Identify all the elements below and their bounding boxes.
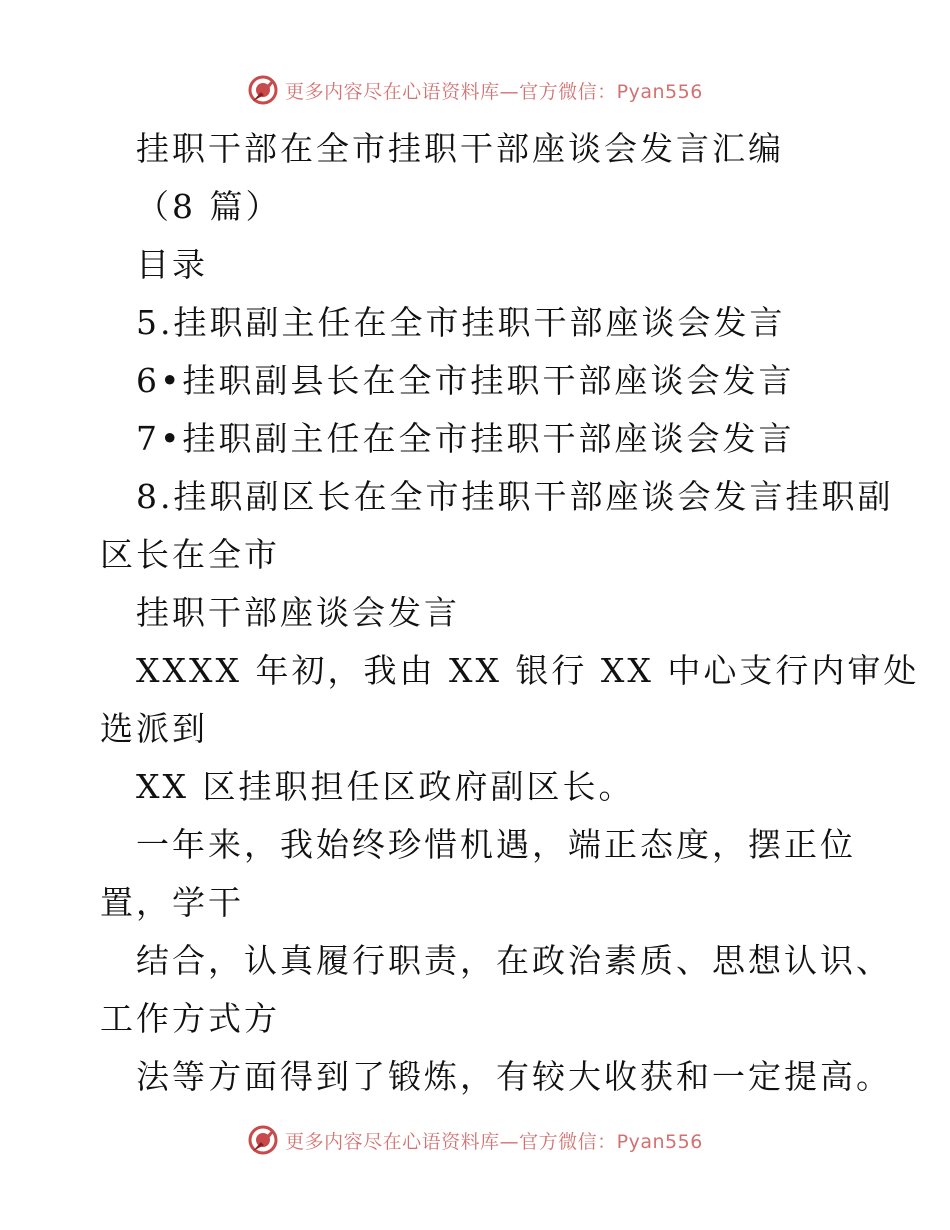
toc-item-continued: 区长在全市 [100, 535, 280, 574]
header-watermark-text: 更多内容尽在心语资料库—官方微信：Pyan556 [285, 80, 703, 103]
toc-item: 6•挂职副县长在全市挂职干部座谈会发言 [136, 361, 795, 400]
footer-watermark [0, 1120, 950, 1160]
toc-heading: 目录 [136, 245, 208, 284]
paragraph-line: 一年来，我始终珍惜机遇，端正态度，摆正位 [136, 825, 856, 864]
paragraph-line: 结合，认真履行职责，在政治素质、思想认识、 [136, 941, 892, 980]
toc-item: 8.挂职副区长在全市挂职干部座谈会发言挂职副 [136, 477, 894, 516]
paragraph-line: XX 区挂职担任区政府副区长。 [136, 767, 635, 806]
header-watermark [0, 70, 950, 110]
section-heading: 挂职干部座谈会发言 [136, 593, 460, 632]
paragraph-line: 选派到 [100, 709, 208, 748]
pen-circle-logo-icon [247, 1124, 279, 1156]
pen-circle-logo-icon [247, 74, 279, 106]
footer-watermark-text: 更多内容尽在心语资料库—官方微信：Pyan556 [285, 1130, 703, 1153]
paragraph-line: 工作方式方 [100, 999, 280, 1038]
document-subtitle: （8 篇） [136, 187, 282, 226]
toc-item: 5.挂职副主任在全市挂职干部座谈会发言 [136, 303, 786, 342]
document-title: 挂职干部在全市挂职干部座谈会发言汇编 [136, 129, 784, 168]
paragraph-line: XXXX 年初，我由 XX 银行 XX 中心支行内审处 [136, 651, 920, 690]
paragraph-line: 法等方面得到了锻炼，有较大收获和一定提高。 [136, 1057, 892, 1096]
toc-item: 7•挂职副主任在全市挂职干部座谈会发言 [136, 419, 795, 458]
paragraph-line: 置，学干 [100, 883, 244, 922]
